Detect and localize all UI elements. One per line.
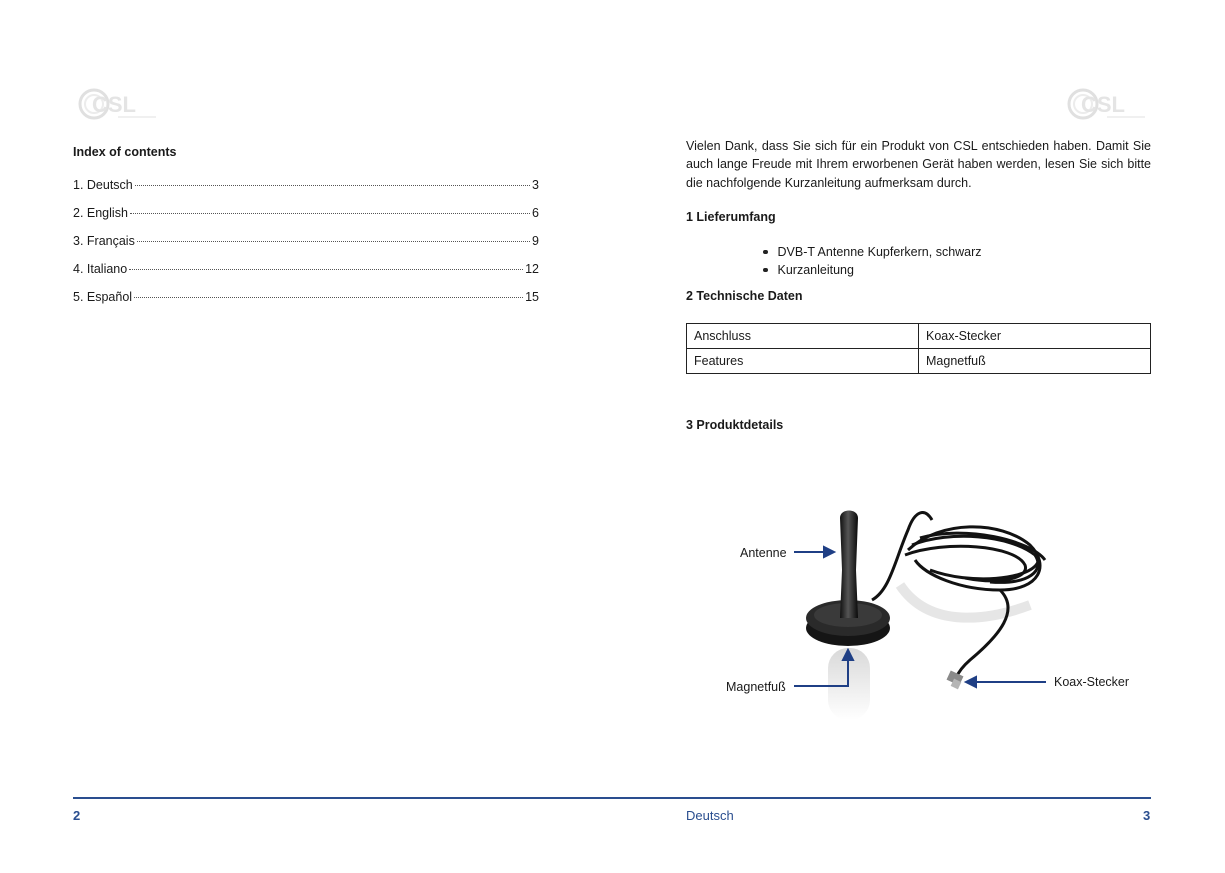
- toc-entry-label: 5. Español: [73, 290, 133, 304]
- svg-text:CSL: CSL: [1081, 92, 1125, 117]
- toc-entry-label: 4. Italiano: [73, 262, 128, 276]
- toc-leader-dots: [135, 185, 530, 186]
- product-figure: [700, 490, 1170, 740]
- toc-leader-dots: [134, 297, 523, 298]
- spec-key: Anschluss: [687, 324, 919, 349]
- svg-text:CSL: CSL: [92, 92, 136, 117]
- toc-leader-dots: [129, 269, 523, 270]
- table-of-contents: [73, 178, 539, 318]
- toc-entry-espanol[interactable]: [73, 290, 539, 318]
- intro-paragraph: Vielen Dank, dass Sie sich für ein Produkt von CSL entschieden haben. Damit Sie auch lange Freude mit Ihrem erworbenen Gerät haben werden, lesen Sie sich bitte die nachfolgende Kurzanleitung aufmerksam durch.: [686, 139, 1151, 190]
- toc-title: Index of contents: [73, 145, 177, 159]
- toc-entry-english[interactable]: [73, 206, 539, 234]
- toc-entry-italiano[interactable]: [73, 262, 539, 290]
- bullet-icon: [763, 250, 768, 255]
- toc-leader-dots: [137, 241, 530, 242]
- table-row: [687, 349, 1151, 374]
- antenna-rod: [840, 511, 858, 619]
- section-heading-scope: 1 Lieferumfang: [686, 210, 776, 224]
- callout-base: Magnetfuß: [726, 680, 786, 694]
- callout-connector: Koax-Stecker: [1054, 675, 1130, 689]
- csl-logo-left: [78, 84, 158, 124]
- table-row: [687, 324, 1151, 349]
- spec-table: [686, 323, 1151, 374]
- toc-leader-dots: [130, 213, 530, 214]
- page-number-right: 3: [1143, 808, 1151, 823]
- toc-entry-page: 9: [532, 234, 539, 248]
- scope-list: [760, 243, 982, 279]
- spec-value: Magnetfuß: [919, 349, 1151, 374]
- section-heading-details: 3 Produktdetails: [686, 418, 784, 432]
- footer-divider: [73, 797, 1151, 799]
- list-item-text: DVB-T Antenne Kupferkern, schwarz: [777, 245, 982, 259]
- toc-entry-label: 1. Deutsch: [73, 178, 133, 192]
- toc-entry-page: 6: [532, 206, 539, 220]
- toc-entry-page: 12: [525, 262, 539, 276]
- toc-entry-page: 15: [525, 290, 539, 304]
- toc-entry-page: 3: [532, 178, 539, 192]
- list-item: [760, 261, 982, 279]
- bullet-icon: [763, 268, 768, 273]
- toc-entry-francais[interactable]: [73, 234, 539, 262]
- spec-value: Koax-Stecker: [919, 324, 1151, 349]
- footer-language: Deutsch: [686, 808, 734, 823]
- toc-entry-deutsch[interactable]: [73, 178, 539, 206]
- toc-entry-label: 3. Français: [73, 234, 135, 248]
- list-item: [760, 243, 982, 261]
- antenna-illustration: [700, 490, 1170, 740]
- section-heading-tech: 2 Technische Daten: [686, 289, 803, 303]
- spec-key: Features: [687, 349, 919, 374]
- page-number-left: 2: [73, 808, 81, 823]
- toc-entry-label: 2. English: [73, 206, 128, 220]
- cable-coil: [872, 513, 1045, 678]
- csl-logo-right: [1067, 84, 1147, 124]
- callout-antenna: Antenne: [740, 546, 787, 560]
- list-item-text: Kurzanleitung: [777, 263, 854, 277]
